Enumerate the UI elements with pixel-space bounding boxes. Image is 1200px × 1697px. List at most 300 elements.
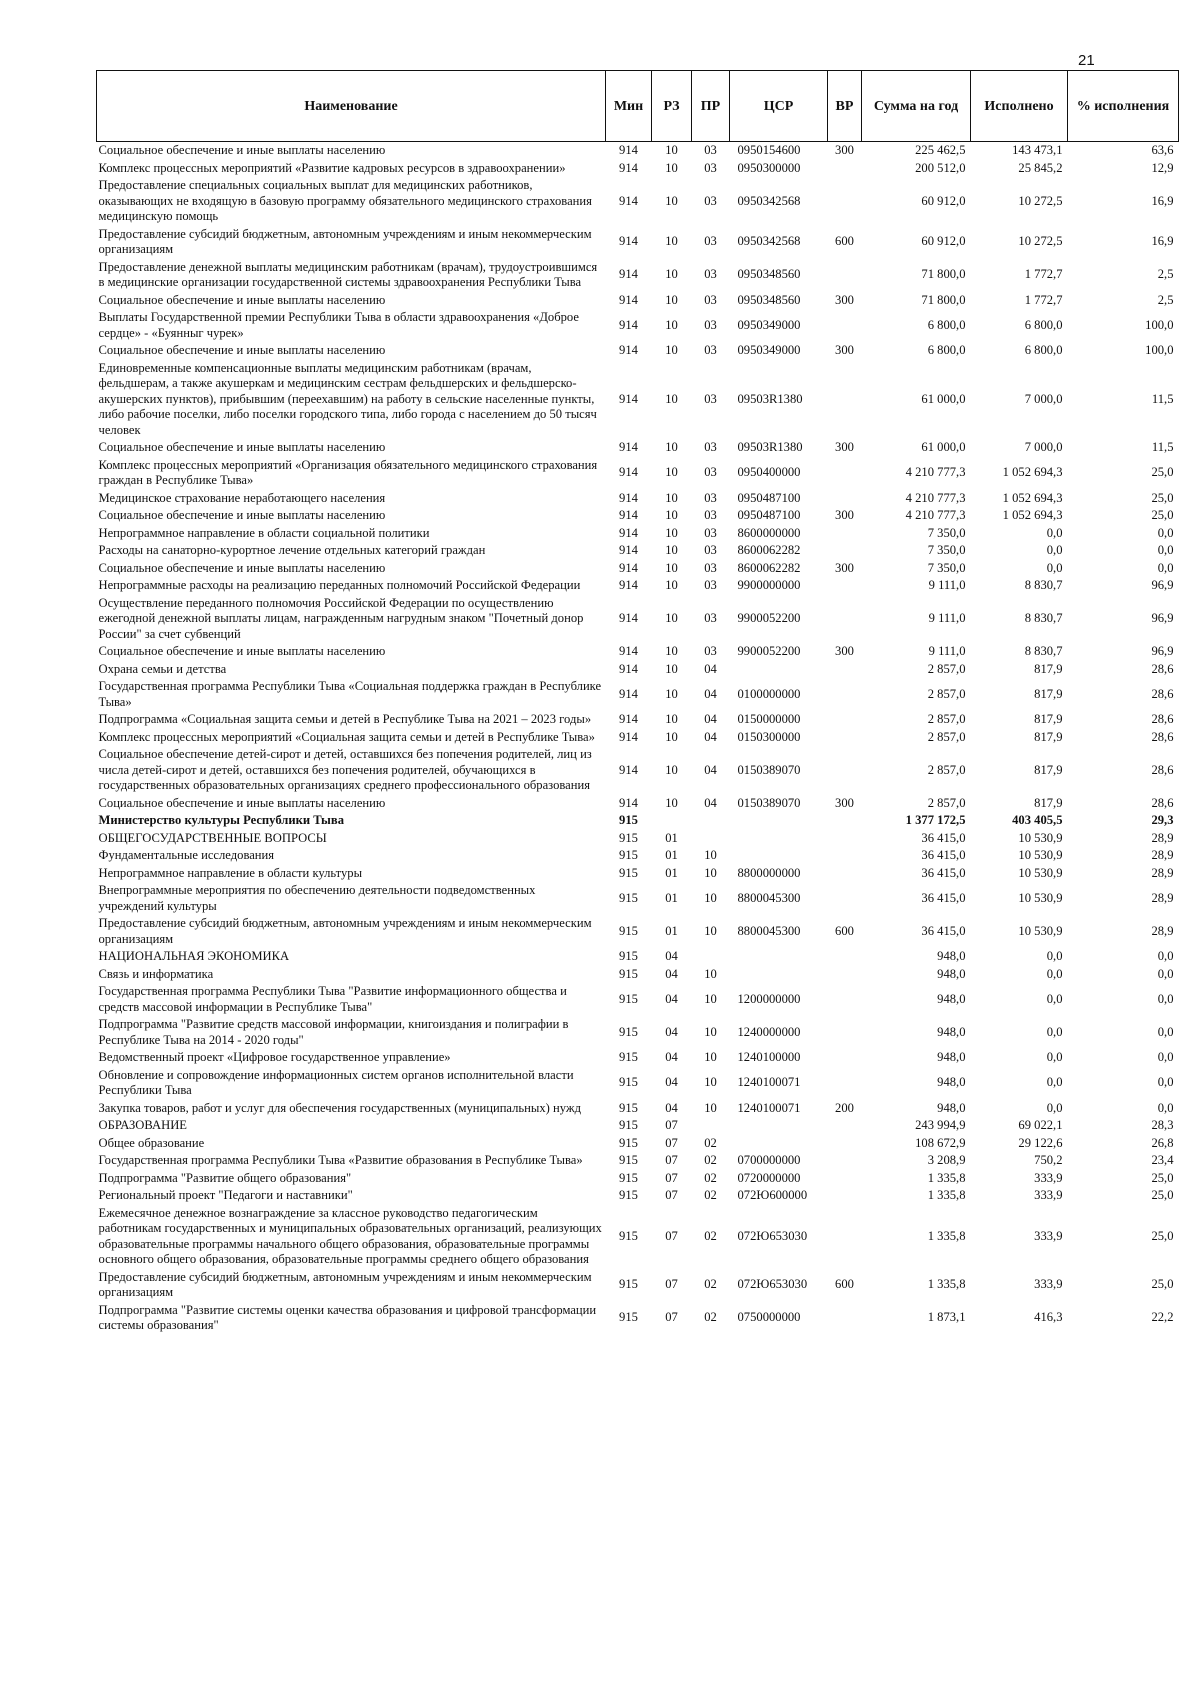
cell-sum: 60 912,0 — [921, 193, 966, 208]
cell-name: Комплекс процессных мероприятий «Организация обязательного медицинского страхования граждан в Республике Тыва» — [98, 457, 598, 487]
table-row — [97, 1269, 1179, 1302]
cell-rz: 04 — [665, 966, 678, 981]
cell-vr: 600 — [835, 923, 854, 938]
cell-pr: 03 — [704, 160, 717, 175]
cell-pct: 28,6 — [1151, 762, 1174, 777]
cell-pr: 03 — [704, 317, 717, 332]
cell-pct: 0,0 — [1157, 949, 1174, 963]
cell-pct: 0,0 — [1157, 525, 1174, 540]
table-row — [97, 1302, 1179, 1335]
cell-vr — [828, 847, 862, 865]
cell-min: 915 — [619, 949, 638, 963]
cell-done: 10 272,5 — [1018, 234, 1063, 249]
cell-rz: 01 — [665, 923, 678, 938]
cell-sum: 9 111,0 — [928, 611, 966, 625]
cell-rz: 04 — [665, 1050, 678, 1064]
cell-pr: 04 — [704, 712, 717, 726]
cell-min: 915 — [619, 1310, 638, 1325]
cell-vr — [828, 1205, 862, 1269]
cell-pr: 03 — [704, 508, 717, 522]
header-pr: ПР — [692, 71, 730, 142]
cell-done: 0,0 — [1046, 1024, 1063, 1039]
cell-pct: 25,0 — [1151, 1188, 1174, 1202]
cell-name: Медицинское страхование неработающего населения — [98, 490, 386, 505]
cell-min: 915 — [619, 1024, 638, 1039]
cell-pr: 03 — [704, 465, 717, 480]
cell-sum: 7 350,0 — [927, 560, 966, 575]
cell-sum: 1 335,8 — [927, 1188, 966, 1202]
cell-csr — [730, 661, 828, 679]
cell-pr: 03 — [704, 391, 717, 406]
cell-name: Социальное обеспечение и иные выплаты населению — [98, 644, 386, 658]
cell-vr — [828, 948, 862, 966]
cell-sum: 1 335,8 — [927, 1170, 966, 1185]
cell-min: 914 — [619, 525, 638, 540]
cell-name: Обновление и сопровождение информационных систем органов исполнительной власти Республики Тыва — [98, 1067, 574, 1097]
cell-name: Непрограммные расходы на реализацию переданных полномочий Российской Федерации — [98, 578, 581, 592]
cell-sum: 71 800,0 — [921, 292, 966, 307]
cell-pct: 11,5 — [1151, 440, 1174, 454]
cell-csr: 1240100071 — [737, 1075, 801, 1090]
cell-min: 914 — [619, 193, 638, 208]
cell-rz: 04 — [665, 991, 678, 1006]
cell-pr: 03 — [704, 543, 717, 557]
cell-vr: 300 — [835, 644, 854, 658]
table-row — [97, 643, 1179, 661]
cell-sum: 36 415,0 — [921, 923, 966, 938]
cell-min: 915 — [619, 1118, 638, 1132]
cell-csr: 8600000000 — [737, 525, 801, 540]
cell-pr: 03 — [704, 143, 717, 157]
cell-min: 914 — [619, 465, 638, 480]
cell-csr: 8800000000 — [737, 865, 801, 880]
cell-sum: 6 800,0 — [927, 317, 966, 332]
table-row — [97, 542, 1179, 560]
cell-csr: 0750000000 — [737, 1310, 801, 1325]
cell-pct: 11,5 — [1151, 391, 1174, 406]
cell-done: 10 530,9 — [1018, 830, 1063, 845]
table-row — [97, 490, 1179, 508]
cell-done: 0,0 — [1046, 949, 1063, 963]
cell-pct: 0,0 — [1157, 560, 1174, 575]
cell-sum: 948,0 — [937, 1050, 966, 1064]
cell-csr: 0950342568 — [737, 234, 801, 249]
cell-vr: 200 — [835, 1100, 854, 1115]
cell-min: 914 — [619, 234, 638, 249]
cell-pct: 28,6 — [1151, 712, 1174, 726]
cell-vr — [828, 678, 862, 711]
cell-min: 915 — [619, 1075, 638, 1090]
cell-min: 914 — [619, 762, 638, 777]
table-row — [97, 1016, 1179, 1049]
cell-min: 915 — [619, 1277, 638, 1292]
table-row — [97, 577, 1179, 595]
cell-vr — [828, 711, 862, 729]
cell-vr — [828, 746, 862, 795]
cell-csr: 0150389070 — [737, 762, 801, 777]
cell-name: Охрана семьи и детства — [98, 661, 227, 676]
cell-pct: 28,9 — [1151, 923, 1174, 938]
cell-csr: 0950487100 — [737, 508, 801, 522]
cell-done: 333,9 — [1034, 1188, 1063, 1202]
table-row — [97, 678, 1179, 711]
cell-name: Социальное обеспечение и иные выплаты населению — [98, 440, 386, 454]
cell-csr: 0100000000 — [737, 686, 801, 701]
cell-min: 915 — [619, 991, 638, 1006]
table-row — [97, 830, 1179, 848]
cell-done: 7 000,0 — [1024, 440, 1063, 454]
cell-sum: 4 210 777,3 — [905, 490, 966, 505]
table-row — [97, 1100, 1179, 1118]
cell-min: 914 — [619, 560, 638, 575]
cell-pr: 04 — [704, 795, 717, 810]
cell-csr: 0950400000 — [737, 465, 801, 480]
cell-sum: 948,0 — [937, 991, 966, 1006]
cell-min: 914 — [619, 292, 638, 307]
cell-pr: 02 — [704, 1170, 717, 1185]
cell-name: Комплекс процессных мероприятий «Развитие кадровых ресурсов в здравоохранении» — [98, 160, 566, 175]
cell-rz: 07 — [665, 1228, 678, 1243]
cell-name: ОБРАЗОВАНИЕ — [98, 1118, 187, 1132]
cell-pct: 0,0 — [1157, 991, 1174, 1006]
cell-pr: 10 — [704, 1024, 717, 1039]
cell-name: Министерство культуры Республики Тыва — [98, 813, 344, 827]
cell-done: 0,0 — [1046, 560, 1063, 575]
cell-done: 10 272,5 — [1018, 193, 1063, 208]
cell-done: 403 405,5 — [1012, 813, 1063, 827]
cell-csr — [730, 812, 828, 830]
cell-csr: 072Ю653030 — [737, 1277, 808, 1292]
cell-pr: 02 — [704, 1277, 717, 1292]
cell-name: Ежемесячное денежное вознаграждение за классное руководство педагогическим работникам государственных и муниципальных образовательных организаций, реализующих образовательные программы начального общего образования, образовательные программы основного общего образования, образовательные программы среднего общего образования — [98, 1205, 602, 1266]
table-body — [97, 142, 1179, 1335]
cell-name: Социальное обеспечение и иные выплаты населению — [98, 795, 386, 810]
cell-vr — [828, 830, 862, 848]
cell-rz: 10 — [665, 611, 678, 625]
cell-csr: 0950300000 — [737, 160, 801, 175]
cell-pct: 28,9 — [1151, 848, 1174, 862]
cell-vr: 300 — [835, 508, 854, 522]
cell-vr — [828, 1135, 862, 1153]
cell-rz: 10 — [665, 525, 678, 540]
cell-done: 10 530,9 — [1018, 848, 1063, 862]
cell-csr: 1240100000 — [737, 1050, 801, 1064]
cell-pr: 10 — [704, 890, 717, 905]
cell-done: 750,2 — [1034, 1153, 1063, 1167]
cell-vr — [828, 729, 862, 747]
cell-csr: 0950348560 — [737, 267, 801, 282]
cell-csr: 1240000000 — [737, 1024, 801, 1039]
cell-done: 8 830,7 — [1024, 644, 1063, 658]
cell-min: 914 — [619, 661, 638, 676]
cell-rz: 10 — [665, 578, 678, 592]
cell-name: Социальное обеспечение детей-сирот и детей, оставшихся без попечения родителей, лиц из числа детей-сирот и детей, оставшихся без попечения родителей, обучающихся в государственных образовательных организациях среднего профессионального образования — [98, 747, 592, 792]
table-row — [97, 160, 1179, 178]
cell-name: Закупка товаров, работ и услуг для обеспечения государственных (муниципальных) нужд — [98, 1100, 581, 1115]
cell-min: 915 — [619, 1135, 638, 1150]
cell-sum: 4 210 777,3 — [905, 465, 966, 480]
cell-rz: 10 — [665, 644, 678, 658]
cell-sum: 36 415,0 — [921, 848, 966, 862]
cell-pct: 96,9 — [1151, 644, 1174, 658]
cell-done: 29 122,6 — [1018, 1135, 1063, 1150]
cell-rz: 01 — [665, 848, 678, 862]
cell-done: 817,9 — [1034, 795, 1063, 810]
cell-pr: 04 — [704, 729, 717, 744]
cell-rz: 10 — [665, 292, 678, 307]
cell-min: 914 — [619, 611, 638, 625]
cell-vr — [828, 1049, 862, 1067]
cell-name: Подпрограмма "Развитие общего образования" — [98, 1170, 352, 1185]
cell-sum: 36 415,0 — [921, 830, 966, 845]
table-row — [97, 661, 1179, 679]
cell-pr: 04 — [704, 762, 717, 777]
cell-name: Региональный проект "Педагоги и наставники" — [98, 1188, 353, 1202]
cell-min: 915 — [619, 865, 638, 880]
table-row — [97, 865, 1179, 883]
cell-pr: 10 — [704, 1100, 717, 1115]
cell-vr — [828, 525, 862, 543]
cell-pct: 28,6 — [1151, 686, 1174, 701]
cell-pct: 100,0 — [1145, 317, 1174, 332]
cell-vr — [828, 490, 862, 508]
cell-pr: 03 — [704, 234, 717, 249]
cell-rz: 10 — [665, 508, 678, 522]
cell-done: 817,9 — [1034, 712, 1063, 726]
cell-sum: 7 350,0 — [927, 525, 966, 540]
cell-sum: 3 208,9 — [927, 1153, 966, 1167]
cell-min: 914 — [619, 391, 638, 406]
cell-min: 914 — [619, 543, 638, 557]
cell-sum: 6 800,0 — [927, 343, 966, 357]
cell-rz: 10 — [665, 490, 678, 505]
cell-csr: 0950349000 — [737, 343, 801, 357]
cell-done: 7 000,0 — [1024, 391, 1063, 406]
cell-done: 817,9 — [1034, 661, 1063, 676]
cell-done: 817,9 — [1034, 686, 1063, 701]
cell-min: 915 — [619, 890, 638, 905]
cell-vr: 300 — [835, 343, 854, 357]
cell-rz: 10 — [665, 193, 678, 208]
cell-done: 0,0 — [1046, 991, 1063, 1006]
cell-rz: 10 — [665, 686, 678, 701]
cell-csr: 072Ю653030 — [737, 1228, 808, 1243]
table-row — [97, 1152, 1179, 1170]
cell-sum: 36 415,0 — [921, 865, 966, 880]
cell-min: 914 — [619, 686, 638, 701]
cell-vr: 600 — [835, 1277, 854, 1292]
cell-rz: 07 — [665, 1153, 678, 1167]
cell-vr — [828, 882, 862, 915]
cell-rz: 10 — [665, 762, 678, 777]
cell-name: Социальное обеспечение и иные выплаты населению — [98, 343, 386, 357]
cell-pr: 04 — [704, 686, 717, 701]
cell-min: 915 — [619, 830, 638, 845]
cell-name: Предоставление субсидий бюджетным, автономным учреждениям и иным некоммерческим организациям — [98, 916, 592, 946]
table-row — [97, 560, 1179, 578]
cell-csr: 9900052200 — [737, 611, 801, 625]
cell-pct: 0,0 — [1157, 1075, 1174, 1090]
cell-name: НАЦИОНАЛЬНАЯ ЭКОНОМИКА — [98, 949, 290, 963]
cell-pr: 02 — [704, 1135, 717, 1150]
cell-name: Предоставление субсидий бюджетным, автономным учреждениям и иным некоммерческим организациям — [98, 226, 592, 256]
cell-name: Непрограммное направление в области культуры — [98, 865, 363, 880]
table-row — [97, 948, 1179, 966]
header-min: Мин — [606, 71, 652, 142]
cell-csr: 9900052200 — [737, 644, 801, 658]
cell-rz: 01 — [665, 830, 678, 845]
cell-vr — [828, 577, 862, 595]
cell-pr: 03 — [704, 440, 717, 454]
cell-vr — [828, 1187, 862, 1205]
cell-csr: 1200000000 — [737, 991, 801, 1006]
header-done: Исполнено — [971, 71, 1068, 142]
cell-pr: 10 — [704, 865, 717, 880]
cell-rz: 10 — [665, 234, 678, 249]
cell-rz: 01 — [665, 865, 678, 880]
table-row — [97, 847, 1179, 865]
cell-pct: 25,0 — [1151, 1170, 1174, 1185]
cell-rz: 07 — [665, 1135, 678, 1150]
cell-pct: 96,9 — [1151, 578, 1174, 592]
cell-csr: 1240100071 — [737, 1100, 801, 1115]
cell-min: 914 — [619, 317, 638, 332]
table-row — [97, 711, 1179, 729]
cell-pct: 0,0 — [1157, 1050, 1174, 1064]
table-row — [97, 882, 1179, 915]
cell-name: Предоставление денежной выплаты медицинским работникам (врачам), трудоустроившимся в медицинские организации государственной системы здравоохранения Республики Тыва — [98, 259, 598, 289]
table-row — [97, 966, 1179, 984]
cell-min: 914 — [619, 343, 638, 357]
header-sum: Сумма на год — [862, 71, 971, 142]
cell-rz: 07 — [665, 1188, 678, 1202]
cell-vr: 300 — [835, 560, 854, 575]
cell-done: 0,0 — [1046, 525, 1063, 540]
cell-vr — [828, 457, 862, 490]
cell-done: 333,9 — [1034, 1228, 1063, 1243]
cell-csr: 0950348560 — [737, 292, 801, 307]
cell-vr — [828, 542, 862, 560]
cell-sum: 2 857,0 — [927, 686, 966, 701]
cell-done: 0,0 — [1046, 966, 1063, 981]
cell-done: 1 772,7 — [1024, 267, 1063, 282]
cell-name: Подпрограмма "Развитие системы оценки качества образования и цифровой трансформации системы образования" — [98, 1302, 597, 1332]
cell-vr: 300 — [835, 292, 854, 307]
cell-done: 10 530,9 — [1018, 923, 1063, 938]
cell-rz: 07 — [665, 1170, 678, 1185]
cell-csr — [730, 966, 828, 984]
cell-pct: 22,2 — [1151, 1310, 1174, 1325]
cell-csr: 09503R1380 — [737, 391, 803, 406]
cell-csr: 0720000000 — [737, 1170, 801, 1185]
cell-pr: 10 — [704, 991, 717, 1006]
cell-done: 8 830,7 — [1024, 611, 1063, 625]
cell-name: Социальное обеспечение и иные выплаты населению — [98, 143, 386, 157]
table-row — [97, 342, 1179, 360]
cell-sum: 61 000,0 — [921, 440, 966, 454]
cell-rz: 07 — [665, 1118, 678, 1132]
cell-pr: 02 — [704, 1188, 717, 1202]
cell-vr — [828, 865, 862, 883]
cell-min: 915 — [619, 1050, 638, 1064]
table-row — [97, 812, 1179, 830]
table-row — [97, 729, 1179, 747]
cell-csr: 0950487100 — [737, 490, 801, 505]
cell-rz: 10 — [665, 160, 678, 175]
cell-vr — [828, 309, 862, 342]
cell-csr — [730, 1135, 828, 1153]
cell-pct: 16,9 — [1151, 193, 1174, 208]
cell-csr: 8800045300 — [737, 923, 801, 938]
table-row — [97, 1049, 1179, 1067]
cell-pct: 25,0 — [1151, 508, 1174, 522]
cell-min: 915 — [619, 848, 638, 862]
cell-min: 914 — [619, 644, 638, 658]
cell-done: 1 052 694,3 — [1002, 508, 1063, 522]
cell-pr: 10 — [704, 1075, 717, 1090]
cell-sum: 200 512,0 — [915, 160, 966, 175]
cell-min: 915 — [619, 1100, 638, 1115]
cell-csr: 0950349000 — [737, 317, 801, 332]
cell-name: Социальное обеспечение и иные выплаты населению — [98, 292, 386, 307]
cell-name: Осуществление переданного полномочия Российской Федерации по осуществлению ежегодной денежной выплаты лицам, награжденным нагрудным знаком "Почетный донор России" за счет субвенций — [98, 595, 584, 641]
cell-name: ОБЩЕГОСУДАРСТВЕННЫЕ ВОПРОСЫ — [98, 830, 327, 845]
cell-pct: 0,0 — [1157, 966, 1174, 981]
table-row — [97, 309, 1179, 342]
cell-min: 914 — [619, 267, 638, 282]
cell-done: 1 772,7 — [1024, 292, 1063, 307]
cell-csr: 0950342568 — [737, 193, 801, 208]
cell-name: Подпрограмма «Социальная защита семьи и детей в Республике Тыва на 2021 – 2023 годы» — [98, 712, 592, 726]
cell-pr: 03 — [704, 292, 717, 307]
cell-vr — [828, 661, 862, 679]
page-number: 21 — [1078, 52, 1095, 69]
header-rz: РЗ — [652, 71, 692, 142]
cell-pr — [692, 1117, 730, 1135]
cell-pct: 26,8 — [1151, 1135, 1174, 1150]
cell-pr: 02 — [704, 1310, 717, 1325]
cell-rz: 04 — [665, 1100, 678, 1115]
cell-pct: 96,9 — [1151, 611, 1174, 625]
cell-sum: 71 800,0 — [921, 267, 966, 282]
cell-pct: 25,0 — [1151, 1277, 1174, 1292]
cell-csr — [730, 830, 828, 848]
table-row — [97, 746, 1179, 795]
cell-sum: 60 912,0 — [921, 234, 966, 249]
cell-min: 914 — [619, 143, 638, 157]
cell-min: 914 — [619, 578, 638, 592]
cell-pct: 0,0 — [1157, 543, 1174, 557]
cell-min: 915 — [619, 966, 638, 981]
cell-rz — [652, 812, 692, 830]
cell-done: 0,0 — [1046, 1050, 1063, 1064]
cell-rz: 10 — [665, 712, 678, 726]
header-name: Наименование — [97, 71, 606, 142]
cell-sum: 1 873,1 — [927, 1310, 966, 1325]
cell-rz: 10 — [665, 391, 678, 406]
cell-csr: 072Ю600000 — [737, 1188, 808, 1202]
cell-min: 914 — [619, 795, 638, 810]
cell-sum: 948,0 — [937, 966, 966, 981]
cell-sum: 225 462,5 — [915, 143, 966, 157]
table-row — [97, 1205, 1179, 1269]
cell-pr: 03 — [704, 193, 717, 208]
cell-name: Фундаментальные исследования — [98, 848, 275, 862]
cell-vr — [828, 1170, 862, 1188]
cell-min: 915 — [619, 813, 638, 827]
table-row — [97, 1187, 1179, 1205]
cell-name: Социальное обеспечение и иные выплаты населению — [98, 560, 386, 575]
